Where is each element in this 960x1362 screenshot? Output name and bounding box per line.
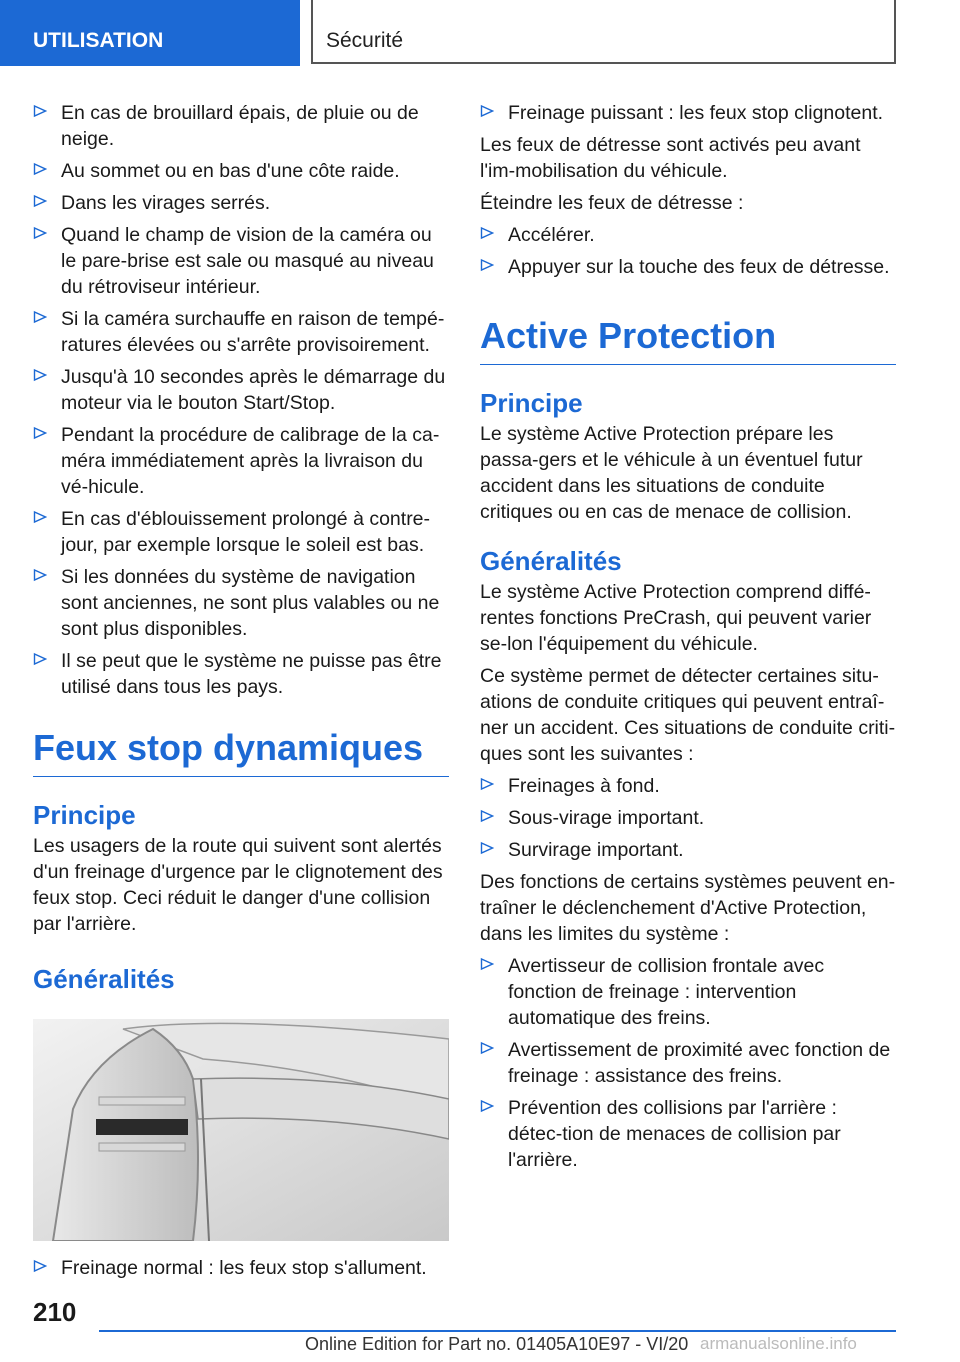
- footer-rule: [99, 1330, 896, 1332]
- triangle-right-outline-icon: [480, 841, 494, 855]
- left-column: [33, 100, 449, 1287]
- list-item: [33, 306, 449, 358]
- principe-heading-ap: Principe: [480, 388, 583, 418]
- list-item: [480, 100, 896, 126]
- intro-bullet-list: [33, 100, 449, 700]
- list-item-text: Jusqu'à 10 secondes après le démarrage du moteur via le bouton Start/Stop.: [61, 366, 446, 414]
- brake-light-illustration: [33, 1019, 449, 1241]
- triangle-right-outline-icon: [33, 1259, 47, 1273]
- page-header: [0, 0, 960, 66]
- list-item-text: Accélérer.: [508, 224, 595, 246]
- list-item: [480, 805, 896, 831]
- section-title-feux-stop: Feux stop dynamiques: [33, 726, 449, 777]
- section-title-active-protection: Active Protection: [480, 314, 896, 365]
- list-item: [480, 222, 896, 248]
- triangle-right-outline-icon: [480, 226, 494, 240]
- list-item: [33, 158, 449, 184]
- triangle-right-outline-icon: [480, 104, 494, 118]
- list-item-text: Freinage normal : les feux stop s'allument.: [61, 1257, 427, 1279]
- principe-text-ap: Le système Active Protection prépare les passa-gers et le véhicule à un éventuel futur accident dans les situations de conduite critiques ou en cas de menace de collision.: [480, 423, 863, 523]
- list-item-text: Dans les virages serrés.: [61, 192, 271, 214]
- list-item-text: Appuyer sur la touche des feux de détresse.: [508, 256, 890, 278]
- list-item-text: Si la caméra surchauffe en raison de tempé-ratures élevées ou s'arrête provisoirement.: [61, 308, 445, 356]
- list-item-text: Prévention des collisions par l'arrière : détec-tion de menaces de collision par l'arrière.: [508, 1097, 841, 1171]
- hazard-activation-text: Les feux de détresse sont activés peu avant l'im-mobilisation du véhicule.: [480, 134, 861, 182]
- generalites-text-2: Ce système permet de détecter certaines situ-ations de conduite critiques qui peuvent entraî-ner un accident. Ces situations de conduite criti-ques sont les suivantes :: [480, 665, 896, 765]
- triangle-right-outline-icon: [480, 1041, 494, 1055]
- triangle-right-outline-icon: [33, 226, 47, 240]
- triangle-right-outline-icon: [33, 162, 47, 176]
- list-item-text: Pendant la procédure de calibrage de la ca-méra immédiatement après la livraison du vé-hicule.: [61, 424, 440, 498]
- list-item-text: Avertissement de proximité avec fonction de freinage : assistance des freins.: [508, 1039, 891, 1087]
- list-item: [480, 1095, 896, 1173]
- triangle-right-outline-icon: [480, 957, 494, 971]
- list-item-text: Sous-virage important.: [508, 807, 705, 829]
- triangle-right-outline-icon: [33, 368, 47, 382]
- triangle-right-outline-icon: [480, 1099, 494, 1113]
- list-item-text: En cas de brouillard épais, de pluie ou de neige.: [61, 102, 419, 150]
- list-item: [480, 1037, 896, 1089]
- list-item-text: Au sommet ou en bas d'une côte raide.: [61, 160, 400, 182]
- hazard-off-text: Éteindre les feux de détresse :: [480, 192, 744, 214]
- list-item: [33, 364, 449, 416]
- triangle-right-outline-icon: [33, 510, 47, 524]
- triangle-right-outline-icon: [33, 194, 47, 208]
- normal-braking-list: [33, 1255, 449, 1281]
- generalites-heading: Généralités: [33, 964, 175, 994]
- hazard-off-list: [480, 222, 896, 280]
- triangle-right-outline-icon: [33, 568, 47, 582]
- list-item-text: Il se peut que le système ne puisse pas être utilisé dans tous les pays.: [61, 650, 442, 698]
- list-item: [33, 222, 449, 300]
- generalites-heading-ap: Généralités: [480, 546, 622, 576]
- system-functions-list: [480, 953, 896, 1173]
- critical-situations-list: [480, 773, 896, 863]
- list-item: [480, 773, 896, 799]
- list-item-text: En cas d'éblouissement prolongé à contre-jour, par exemple lorsque le soleil est bas.: [61, 508, 431, 556]
- principe-heading: Principe: [33, 800, 136, 830]
- list-item: [33, 190, 449, 216]
- list-item-text: Freinage puissant : les feux stop clignotent.: [508, 102, 884, 124]
- generalites-text-3: Des fonctions de certains systèmes peuvent en-traîner le déclenchement d'Active Protection, dans les limites du système :: [480, 871, 896, 945]
- triangle-right-outline-icon: [480, 809, 494, 823]
- strong-braking-list: [480, 100, 896, 126]
- section-tab: UTILISATION: [0, 0, 300, 66]
- triangle-right-outline-icon: [33, 104, 47, 118]
- triangle-right-outline-icon: [33, 426, 47, 440]
- list-item: [33, 564, 449, 642]
- list-item: [33, 422, 449, 500]
- list-item-text: Freinages à fond.: [508, 775, 660, 797]
- list-item-text: Si les données du système de navigation sont anciennes, ne sont plus valables ou ne sont plus disponibles.: [61, 566, 440, 640]
- generalites-text-1: Le système Active Protection comprend diffé-rentes fonctions PreCrash, qui peuvent varier se-lon l'équipement du véhicule.: [480, 581, 872, 655]
- triangle-right-outline-icon: [480, 258, 494, 272]
- list-item: [480, 953, 896, 1031]
- list-item-text: Survirage important.: [508, 839, 684, 861]
- list-item: [33, 1255, 449, 1281]
- list-item: [33, 648, 449, 700]
- footer-edition: Online Edition for Part no. 01405A10E97 - VI/20: [305, 1334, 689, 1354]
- list-item: [33, 100, 449, 152]
- list-item: [33, 506, 449, 558]
- right-column: [480, 100, 896, 1179]
- triangle-right-outline-icon: [33, 310, 47, 324]
- list-item-text: Avertisseur de collision frontale avec fonction de freinage : intervention automatique des freins.: [508, 955, 825, 1029]
- triangle-right-outline-icon: [33, 652, 47, 666]
- triangle-right-outline-icon: [480, 777, 494, 791]
- page-number: 210: [33, 1297, 77, 1327]
- watermark: armanualsonline.info: [700, 1334, 857, 1353]
- list-item-text: Quand le champ de vision de la caméra ou le pare-brise est sale ou masqué au niveau du rétroviseur intérieur.: [61, 224, 434, 298]
- principe-text: Les usagers de la route qui suivent sont alertés d'un freinage d'urgence par le clignotement des feux stop. Ceci réduit le danger d'une collision par l'arrière.: [33, 835, 443, 935]
- list-item: [480, 837, 896, 863]
- list-item: [480, 254, 896, 280]
- chapter-tab: Sécurité: [311, 0, 896, 64]
